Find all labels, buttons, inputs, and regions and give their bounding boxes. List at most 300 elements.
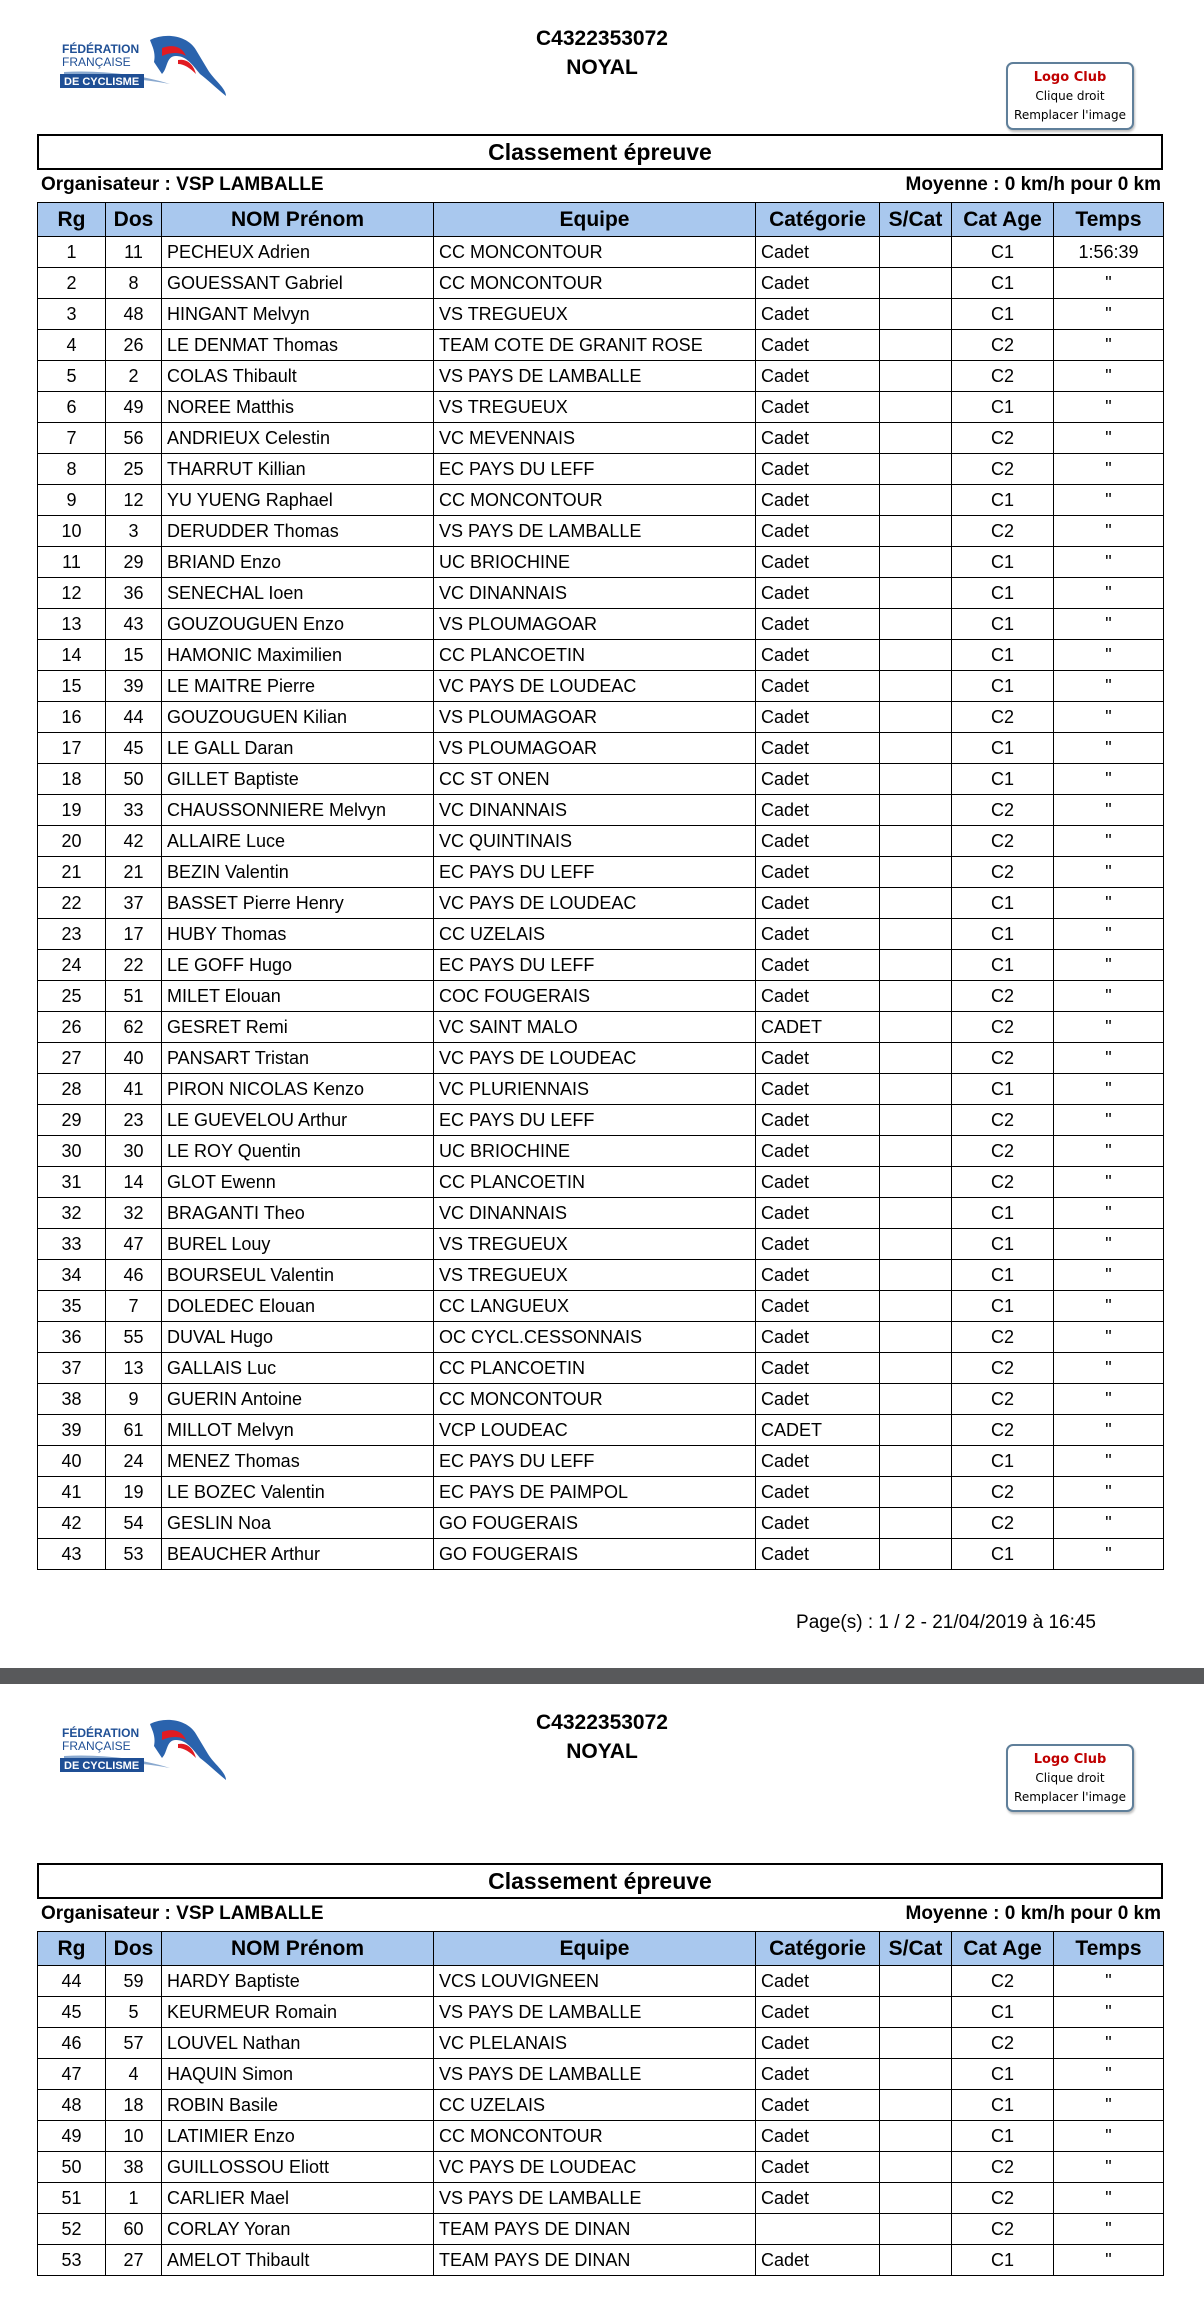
age-category-cell: C1	[952, 485, 1054, 516]
bib-cell: 11	[106, 237, 162, 268]
col-header-age-category: Cat Age	[952, 203, 1054, 237]
bib-cell: 51	[106, 981, 162, 1012]
col-header-rank: Rg	[38, 203, 106, 237]
subcategory-cell	[880, 950, 952, 981]
age-category-cell: C1	[952, 1997, 1054, 2028]
name-cell: CORLAY Yoran	[162, 2214, 434, 2245]
age-category-cell: C1	[952, 919, 1054, 950]
table-row	[38, 361, 1164, 392]
subcategory-cell	[880, 1322, 952, 1353]
bib-cell: 48	[106, 299, 162, 330]
category-cell: Cadet	[756, 299, 880, 330]
time-cell: "	[1054, 1136, 1164, 1167]
subcategory-cell	[880, 826, 952, 857]
time-cell: "	[1054, 1291, 1164, 1322]
rank-cell: 6	[38, 392, 106, 423]
time-cell: "	[1054, 888, 1164, 919]
bib-cell: 47	[106, 1229, 162, 1260]
club-logo-hint-2: Remplacer l'image	[1014, 1790, 1126, 1804]
bib-cell: 22	[106, 950, 162, 981]
time-cell: "	[1054, 1198, 1164, 1229]
name-cell: BOURSEUL Valentin	[162, 1260, 434, 1291]
name-cell: BRIAND Enzo	[162, 547, 434, 578]
bib-cell: 38	[106, 2152, 162, 2183]
category-cell: Cadet	[756, 1260, 880, 1291]
age-category-cell: C1	[952, 2059, 1054, 2090]
category-cell: Cadet	[756, 1353, 880, 1384]
subcategory-cell	[880, 981, 952, 1012]
subcategory-cell	[880, 2183, 952, 2214]
svg-text:FRANÇAISE: FRANÇAISE	[62, 55, 131, 69]
rank-cell: 43	[38, 1539, 106, 1570]
name-cell: LE BOZEC Valentin	[162, 1477, 434, 1508]
age-category-cell: C2	[952, 981, 1054, 1012]
category-cell: Cadet	[756, 2090, 880, 2121]
team-cell: VC PAYS DE LOUDEAC	[434, 2152, 756, 2183]
organizer-label: Organisateur : VSP LAMBALLE	[41, 1903, 324, 1924]
table-row	[38, 2028, 1164, 2059]
team-cell: VC PLURIENNAIS	[434, 1074, 756, 1105]
category-cell: Cadet	[756, 888, 880, 919]
col-header-name: NOM Prénom	[162, 1932, 434, 1966]
time-cell: "	[1054, 1012, 1164, 1043]
category-cell: Cadet	[756, 764, 880, 795]
time-cell: "	[1054, 547, 1164, 578]
team-cell: VS TREGUEUX	[434, 1229, 756, 1260]
team-cell: GO FOUGERAIS	[434, 1508, 756, 1539]
age-category-cell: C1	[952, 950, 1054, 981]
name-cell: LE ROY Quentin	[162, 1136, 434, 1167]
team-cell: EC PAYS DU LEFF	[434, 857, 756, 888]
subcategory-cell	[880, 578, 952, 609]
age-category-cell: C1	[952, 1260, 1054, 1291]
bib-cell: 49	[106, 392, 162, 423]
name-cell: LATIMIER Enzo	[162, 2121, 434, 2152]
time-cell: "	[1054, 299, 1164, 330]
rank-cell: 5	[38, 361, 106, 392]
category-cell: Cadet	[756, 1167, 880, 1198]
rank-cell: 47	[38, 2059, 106, 2090]
team-cell: TEAM PAYS DE DINAN	[434, 2245, 756, 2276]
time-cell: "	[1054, 392, 1164, 423]
name-cell: LE DENMAT Thomas	[162, 330, 434, 361]
time-cell: "	[1054, 2059, 1164, 2090]
team-cell: UC BRIOCHINE	[434, 1136, 756, 1167]
category-cell: Cadet	[756, 423, 880, 454]
subcategory-cell	[880, 330, 952, 361]
bib-cell: 45	[106, 733, 162, 764]
table-row	[38, 1105, 1164, 1136]
table-row	[38, 857, 1164, 888]
table-header-row	[38, 203, 1164, 237]
race-location: NOYAL	[566, 56, 638, 79]
bib-cell: 56	[106, 423, 162, 454]
team-cell: VS PAYS DE LAMBALLE	[434, 2059, 756, 2090]
organizer-line	[41, 173, 1161, 197]
age-category-cell: C2	[952, 1508, 1054, 1539]
category-cell: Cadet	[756, 1229, 880, 1260]
name-cell: DUVAL Hugo	[162, 1322, 434, 1353]
bib-cell: 18	[106, 2090, 162, 2121]
time-cell: "	[1054, 1353, 1164, 1384]
age-category-cell: C1	[952, 609, 1054, 640]
team-cell: VCS LOUVIGNEEN	[434, 1966, 756, 1997]
age-category-cell: C2	[952, 516, 1054, 547]
organizer-label: Organisateur : VSP LAMBALLE	[41, 174, 324, 195]
category-cell: Cadet	[756, 1105, 880, 1136]
category-cell: Cadet	[756, 2152, 880, 2183]
category-cell: Cadet	[756, 1446, 880, 1477]
table-row	[38, 2183, 1164, 2214]
ranking-title: Classement épreuve	[37, 134, 1163, 170]
name-cell: BEAUCHER Arthur	[162, 1539, 434, 1570]
team-cell: VC PAYS DE LOUDEAC	[434, 1043, 756, 1074]
category-cell: Cadet	[756, 795, 880, 826]
team-cell: VC PAYS DE LOUDEAC	[434, 888, 756, 919]
table-row	[38, 1477, 1164, 1508]
age-category-cell: C1	[952, 1539, 1054, 1570]
subcategory-cell	[880, 857, 952, 888]
table-row	[38, 1043, 1164, 1074]
category-cell: Cadet	[756, 826, 880, 857]
rank-cell: 50	[38, 2152, 106, 2183]
subcategory-cell	[880, 671, 952, 702]
table-row	[38, 733, 1164, 764]
rank-cell: 16	[38, 702, 106, 733]
category-cell: Cadet	[756, 857, 880, 888]
bib-cell: 7	[106, 1291, 162, 1322]
subcategory-cell	[880, 609, 952, 640]
name-cell: COLAS Thibault	[162, 361, 434, 392]
rank-cell: 34	[38, 1260, 106, 1291]
bib-cell: 54	[106, 1508, 162, 1539]
page-separator	[0, 1668, 1204, 1684]
rank-cell: 25	[38, 981, 106, 1012]
name-cell: KEURMEUR Romain	[162, 1997, 434, 2028]
club-logo-placeholder[interactable]	[1006, 1744, 1134, 1812]
rank-cell: 23	[38, 919, 106, 950]
age-category-cell: C1	[952, 671, 1054, 702]
name-cell: LOUVEL Nathan	[162, 2028, 434, 2059]
bib-cell: 33	[106, 795, 162, 826]
bib-cell: 55	[106, 1322, 162, 1353]
age-category-cell: C2	[952, 1415, 1054, 1446]
team-cell: VCP LOUDEAC	[434, 1415, 756, 1446]
category-cell: Cadet	[756, 1043, 880, 1074]
results-body-page-2	[38, 1966, 1164, 2276]
time-cell: "	[1054, 919, 1164, 950]
category-cell: Cadet	[756, 454, 880, 485]
bib-cell: 14	[106, 1167, 162, 1198]
age-category-cell: C1	[952, 764, 1054, 795]
time-cell: "	[1054, 2152, 1164, 2183]
category-cell: Cadet	[756, 578, 880, 609]
team-cell: EC PAYS DU LEFF	[434, 1105, 756, 1136]
subcategory-cell	[880, 2090, 952, 2121]
time-cell: "	[1054, 423, 1164, 454]
bib-cell: 57	[106, 2028, 162, 2059]
club-logo-hint: Clique droit	[1035, 1771, 1105, 1785]
age-category-cell: C1	[952, 2245, 1054, 2276]
rank-cell: 37	[38, 1353, 106, 1384]
name-cell: MILLOT Melvyn	[162, 1415, 434, 1446]
name-cell: GESLIN Noa	[162, 1508, 434, 1539]
subcategory-cell	[880, 1167, 952, 1198]
team-cell: VS TREGUEUX	[434, 299, 756, 330]
table-row	[38, 2214, 1164, 2245]
rank-cell: 52	[38, 2214, 106, 2245]
subcategory-cell	[880, 733, 952, 764]
col-header-rank: Rg	[38, 1932, 106, 1966]
name-cell: BASSET Pierre Henry	[162, 888, 434, 919]
name-cell: LE MAITRE Pierre	[162, 671, 434, 702]
name-cell: GLOT Ewenn	[162, 1167, 434, 1198]
name-cell: PIRON NICOLAS Kenzo	[162, 1074, 434, 1105]
team-cell: CC PLANCOETIN	[434, 1353, 756, 1384]
time-cell: "	[1054, 361, 1164, 392]
age-category-cell: C1	[952, 1229, 1054, 1260]
time-cell: "	[1054, 1229, 1164, 1260]
name-cell: LE GOFF Hugo	[162, 950, 434, 981]
category-cell: Cadet	[756, 2183, 880, 2214]
rank-cell: 18	[38, 764, 106, 795]
age-category-cell: C1	[952, 2090, 1054, 2121]
bib-cell: 40	[106, 1043, 162, 1074]
team-cell: OC CYCL.CESSONNAIS	[434, 1322, 756, 1353]
category-cell: Cadet	[756, 1966, 880, 1997]
time-cell: "	[1054, 1074, 1164, 1105]
ranking-title: Classement épreuve	[37, 1863, 1163, 1899]
age-category-cell: C2	[952, 857, 1054, 888]
time-cell: "	[1054, 609, 1164, 640]
age-category-cell: C2	[952, 1477, 1054, 1508]
subcategory-cell	[880, 392, 952, 423]
rank-cell: 27	[38, 1043, 106, 1074]
category-cell: Cadet	[756, 733, 880, 764]
col-header-time: Temps	[1054, 1932, 1164, 1966]
time-cell: "	[1054, 640, 1164, 671]
team-cell: VS PAYS DE LAMBALLE	[434, 1997, 756, 2028]
bib-cell: 5	[106, 1997, 162, 2028]
rank-cell: 13	[38, 609, 106, 640]
age-category-cell: C2	[952, 2214, 1054, 2245]
name-cell: DOLEDEC Elouan	[162, 1291, 434, 1322]
team-cell: VS PAYS DE LAMBALLE	[434, 2183, 756, 2214]
category-cell: Cadet	[756, 1508, 880, 1539]
name-cell: BEZIN Valentin	[162, 857, 434, 888]
age-category-cell: C2	[952, 1966, 1054, 1997]
team-cell: CC MONCONTOUR	[434, 485, 756, 516]
bib-cell: 36	[106, 578, 162, 609]
age-category-cell: C1	[952, 640, 1054, 671]
bib-cell: 42	[106, 826, 162, 857]
category-cell: Cadet	[756, 1384, 880, 1415]
time-cell: "	[1054, 795, 1164, 826]
rank-cell: 22	[38, 888, 106, 919]
name-cell: GOUZOUGUEN Enzo	[162, 609, 434, 640]
time-cell: "	[1054, 454, 1164, 485]
time-cell: "	[1054, 1260, 1164, 1291]
table-row	[38, 1539, 1164, 1570]
time-cell: "	[1054, 485, 1164, 516]
race-code: C4322353072	[536, 27, 668, 50]
category-cell: Cadet	[756, 702, 880, 733]
name-cell: GILLET Baptiste	[162, 764, 434, 795]
bib-cell: 12	[106, 485, 162, 516]
bib-cell: 44	[106, 702, 162, 733]
table-row	[38, 485, 1164, 516]
col-header-subcategory: S/Cat	[880, 1932, 952, 1966]
rank-cell: 32	[38, 1198, 106, 1229]
table-row	[38, 268, 1164, 299]
club-logo-hint: Clique droit	[1035, 89, 1105, 103]
bib-cell: 60	[106, 2214, 162, 2245]
team-cell: CC MONCONTOUR	[434, 237, 756, 268]
team-cell: VS TREGUEUX	[434, 392, 756, 423]
name-cell: MILET Elouan	[162, 981, 434, 1012]
bib-cell: 43	[106, 609, 162, 640]
rank-cell: 7	[38, 423, 106, 454]
bib-cell: 24	[106, 1446, 162, 1477]
subcategory-cell	[880, 516, 952, 547]
subcategory-cell	[880, 454, 952, 485]
rank-cell: 24	[38, 950, 106, 981]
age-category-cell: C2	[952, 361, 1054, 392]
rank-cell: 11	[38, 547, 106, 578]
results-body-page-1	[38, 237, 1164, 1570]
bib-cell: 2	[106, 361, 162, 392]
team-cell: VC DINANNAIS	[434, 578, 756, 609]
rank-cell: 17	[38, 733, 106, 764]
bib-cell: 13	[106, 1353, 162, 1384]
category-cell: Cadet	[756, 1322, 880, 1353]
subcategory-cell	[880, 888, 952, 919]
bib-cell: 23	[106, 1105, 162, 1136]
name-cell: HAMONIC Maximilien	[162, 640, 434, 671]
rank-cell: 51	[38, 2183, 106, 2214]
team-cell: VS PLOUMAGOAR	[434, 702, 756, 733]
age-category-cell: C2	[952, 1043, 1054, 1074]
subcategory-cell	[880, 640, 952, 671]
name-cell: NOREE Matthis	[162, 392, 434, 423]
col-header-team: Equipe	[434, 203, 756, 237]
time-cell: "	[1054, 671, 1164, 702]
bib-cell: 15	[106, 640, 162, 671]
name-cell: THARRUT Killian	[162, 454, 434, 485]
col-header-category: Catégorie	[756, 1932, 880, 1966]
bib-cell: 17	[106, 919, 162, 950]
team-cell: EC PAYS DU LEFF	[434, 1446, 756, 1477]
age-category-cell: C1	[952, 268, 1054, 299]
name-cell: GESRET Remi	[162, 1012, 434, 1043]
time-cell: "	[1054, 2245, 1164, 2276]
team-cell: VC QUINTINAIS	[434, 826, 756, 857]
name-cell: LE GALL Daran	[162, 733, 434, 764]
name-cell: PECHEUX Adrien	[162, 237, 434, 268]
bib-cell: 26	[106, 330, 162, 361]
time-cell: 1:56:39	[1054, 237, 1164, 268]
subcategory-cell	[880, 1136, 952, 1167]
svg-text:FÉDÉRATION: FÉDÉRATION	[62, 1726, 140, 1740]
time-cell: "	[1054, 981, 1164, 1012]
team-cell: VC PLELANAIS	[434, 2028, 756, 2059]
bib-cell: 30	[106, 1136, 162, 1167]
team-cell: VC DINANNAIS	[434, 795, 756, 826]
rank-cell: 3	[38, 299, 106, 330]
subcategory-cell	[880, 1446, 952, 1477]
age-category-cell: C2	[952, 1353, 1054, 1384]
race-location: NOYAL	[566, 1740, 638, 1763]
category-cell: Cadet	[756, 1198, 880, 1229]
time-cell: "	[1054, 733, 1164, 764]
col-header-bib: Dos	[106, 1932, 162, 1966]
age-category-cell: C2	[952, 454, 1054, 485]
name-cell: PANSART Tristan	[162, 1043, 434, 1074]
subcategory-cell	[880, 1353, 952, 1384]
table-row	[38, 888, 1164, 919]
time-cell: "	[1054, 516, 1164, 547]
rank-cell: 20	[38, 826, 106, 857]
age-category-cell: C2	[952, 2183, 1054, 2214]
bib-cell: 4	[106, 2059, 162, 2090]
club-logo-placeholder[interactable]	[1006, 62, 1134, 130]
team-cell: VS PAYS DE LAMBALLE	[434, 361, 756, 392]
time-cell: "	[1054, 1539, 1164, 1570]
table-row	[38, 1136, 1164, 1167]
bib-cell: 59	[106, 1966, 162, 1997]
rank-cell: 39	[38, 1415, 106, 1446]
team-cell: VC DINANNAIS	[434, 1198, 756, 1229]
name-cell: AMELOT Thibault	[162, 2245, 434, 2276]
bib-cell: 8	[106, 268, 162, 299]
category-cell: Cadet	[756, 919, 880, 950]
col-header-bib: Dos	[106, 203, 162, 237]
rank-cell: 44	[38, 1966, 106, 1997]
team-cell: TEAM COTE DE GRANIT ROSE	[434, 330, 756, 361]
table-row	[38, 392, 1164, 423]
rank-cell: 46	[38, 2028, 106, 2059]
team-cell: EC PAYS DU LEFF	[434, 950, 756, 981]
subcategory-cell	[880, 1415, 952, 1446]
team-cell: TEAM PAYS DE DINAN	[434, 2214, 756, 2245]
category-cell: Cadet	[756, 485, 880, 516]
table-row	[38, 609, 1164, 640]
table-row	[38, 423, 1164, 454]
time-cell: "	[1054, 764, 1164, 795]
age-category-cell: C2	[952, 702, 1054, 733]
subcategory-cell	[880, 1074, 952, 1105]
table-row	[38, 981, 1164, 1012]
bib-cell: 1	[106, 2183, 162, 2214]
club-logo-title: Logo Club	[1033, 70, 1107, 85]
rank-cell: 53	[38, 2245, 106, 2276]
time-cell: "	[1054, 2090, 1164, 2121]
rank-cell: 45	[38, 1997, 106, 2028]
category-cell: Cadet	[756, 2245, 880, 2276]
results-table	[37, 202, 1164, 1570]
rank-cell: 31	[38, 1167, 106, 1198]
age-category-cell: C1	[952, 1198, 1054, 1229]
rank-cell: 49	[38, 2121, 106, 2152]
name-cell: YU YUENG Raphael	[162, 485, 434, 516]
time-cell: "	[1054, 1043, 1164, 1074]
team-cell: VS PLOUMAGOAR	[434, 609, 756, 640]
name-cell: ROBIN Basile	[162, 2090, 434, 2121]
age-category-cell: C1	[952, 578, 1054, 609]
bib-cell: 3	[106, 516, 162, 547]
name-cell: HAQUIN Simon	[162, 2059, 434, 2090]
category-cell: Cadet	[756, 671, 880, 702]
